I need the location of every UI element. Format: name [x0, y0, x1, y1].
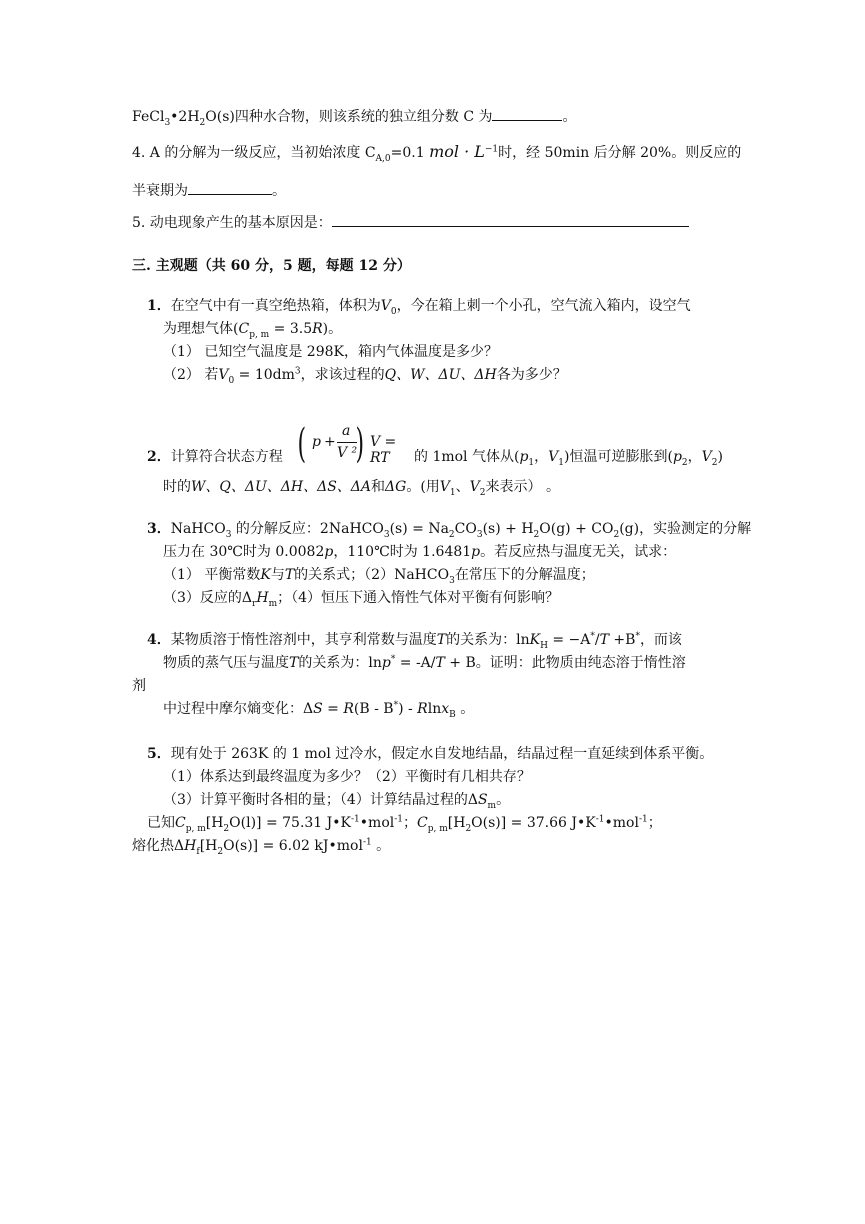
problem-1-sub2 — [163, 366, 567, 384]
sub: p, m — [427, 823, 448, 834]
problem-text: 压力在 30℃时为 0.0082 — [163, 544, 325, 560]
q4-sub: A,0 — [375, 153, 391, 164]
problem-text: O(l)] = 75.31 J•K — [229, 815, 351, 831]
problem-text: (g)，实验测定的分解 — [619, 521, 752, 537]
problem-text: 。 — [371, 838, 391, 854]
problem-3-sub2 — [163, 589, 559, 607]
sub: 3 — [383, 529, 390, 540]
problem-text: 各为多少？ — [496, 367, 567, 383]
problem-number: 2． — [147, 449, 171, 465]
problem-number: 5． — [147, 746, 171, 762]
problem-text: 在常压下的分解温度； — [454, 567, 595, 583]
fill-in-q5-line — [132, 212, 689, 232]
problem-2-line2 — [163, 478, 560, 496]
problem-text: 。(用 — [406, 479, 440, 495]
problem-text: （2） 若 — [163, 367, 219, 383]
sub: 2 — [448, 529, 455, 540]
q3-text: FeCl — [132, 109, 165, 125]
formula-p: p — [312, 434, 321, 450]
var-v: V — [701, 449, 712, 465]
problem-text: ，今在箱上刺一个小孔，空气流入箱内，设空气 — [396, 298, 691, 314]
answer-blank-q4[interactable] — [188, 180, 272, 195]
problem-4-line1 — [147, 631, 682, 649]
var-p: p — [381, 655, 391, 671]
problem-1-sub1: （1） 已知空气温度是 298K，箱内气体温度是多少？ — [163, 344, 498, 360]
problem-2-line1-tail — [414, 448, 723, 466]
problem-text: ； — [403, 815, 418, 831]
problem-text: ；（4）恒压下通入惰性气体对平衡有何影响？ — [277, 590, 560, 606]
var-p: p — [672, 449, 682, 465]
problem-text: = — [322, 701, 344, 717]
problem-1-line2 — [163, 320, 342, 338]
problem-3-sub1 — [163, 566, 595, 584]
var-r: R — [312, 321, 323, 337]
problem-text: (B - B — [353, 701, 394, 717]
problem-text: [H — [447, 815, 466, 831]
problem-text: [H — [199, 838, 218, 854]
q3-sub: 3 — [164, 117, 171, 128]
var-k: K — [260, 567, 271, 583]
problem-text: （3）计算平衡时各相的量；（4）计算结晶过程的Δ — [163, 792, 478, 808]
sup: * — [393, 700, 399, 711]
q3-text: O(s)四种水合物，则该系统的独立组分数 C 为 — [205, 109, 493, 125]
sub: 2 — [613, 529, 620, 540]
q4-text: 时，经 50min 后分解 20%。则反应的 — [498, 145, 742, 161]
sup: -1 — [595, 814, 605, 825]
sup: -1 — [362, 837, 372, 848]
sup: * — [390, 654, 396, 665]
sub: 1 — [449, 487, 456, 498]
problem-text: 为理想气体( — [163, 321, 239, 337]
sub: B — [449, 709, 456, 720]
problem-text: (s) = Na — [389, 521, 449, 537]
problem-text: 计算符合状态方程 — [170, 449, 283, 465]
problem-5-line2: （1）体系达到最终温度为多少？（2）平衡时有几相共存？ — [163, 769, 531, 785]
problem-text: 。 — [496, 792, 511, 808]
q4-unit-sup: −1 — [484, 144, 499, 155]
vars: Q、W、ΔU、ΔH — [384, 367, 497, 383]
problem-text: + B。证明：此物质由纯态溶于惰性溶 — [444, 655, 686, 671]
problem-text: = −A — [547, 632, 591, 648]
var-r: R — [417, 701, 428, 717]
problem-text: = -A/ — [395, 655, 436, 671]
problem-text: ，而该 — [639, 632, 682, 648]
var-k: K — [529, 632, 541, 648]
sub: 2 — [465, 823, 472, 834]
sub: 2 — [533, 529, 540, 540]
problem-text: 的关系为：ln — [298, 655, 382, 671]
sub: 2 — [223, 823, 230, 834]
problem-text: )恒温可逆膨胀到( — [564, 449, 673, 465]
problem-text: [H — [205, 815, 224, 831]
problem-text: 和 — [371, 479, 386, 495]
problem-text: 在空气中有一真空绝热箱，体积为 — [170, 298, 381, 314]
comma: ， — [534, 449, 549, 465]
formula-plus: + — [324, 434, 336, 450]
fraction-bar — [337, 442, 357, 443]
formula-denominator: V ² — [337, 445, 358, 461]
q5-text: 5. 动电现象产生的基本原因是： — [132, 215, 332, 231]
problem-text: O(s)] = 37.66 J•K — [471, 815, 596, 831]
var-c: C — [238, 321, 250, 337]
var-t: T — [599, 632, 609, 648]
sub: 1 — [558, 457, 565, 468]
problem-text: 的 1mol 气体从( — [414, 449, 520, 465]
problem-number: 3． — [147, 521, 171, 537]
problem-4-line2 — [163, 654, 686, 672]
sup: -1 — [638, 814, 648, 825]
sub: 0 — [390, 306, 397, 317]
sub: m — [268, 598, 278, 609]
var-h: H — [184, 838, 197, 854]
var-c: C — [175, 815, 186, 831]
vars: W、Q、ΔU、ΔH、ΔS、ΔA — [191, 479, 372, 495]
problem-text: 。 — [455, 701, 475, 717]
problem-text: •mol — [359, 815, 395, 831]
problem-3-line2 — [163, 543, 676, 561]
problem-text: 中过程中摩尔熵变化：Δ — [163, 701, 314, 717]
section-title: 三. 主观题（共 60 分，5 题，每题 12 分） — [132, 258, 411, 274]
problem-text: NaHCO — [170, 521, 226, 537]
problem-text: 现有处于 263K 的 1 mol 过冷水，假定水自发地结晶，结晶过程一直延续到体系平衡。 — [170, 746, 714, 762]
problem-text: ，求该过程的 — [300, 367, 385, 383]
var-s: S — [313, 701, 323, 717]
answer-blank-q3[interactable] — [492, 106, 562, 121]
problem-text: 熔化热Δ — [132, 838, 185, 854]
problem-2-line1 — [147, 448, 283, 466]
problem-text: 与 — [270, 567, 285, 583]
sup: * — [590, 631, 595, 642]
q4-text: 4. A 的分解为一级反应，当初始浓度 C — [132, 145, 376, 161]
sub: 2 — [217, 846, 224, 857]
fill-in-q4-line1 — [132, 143, 741, 162]
sub: 2 — [479, 487, 486, 498]
var-v: V — [218, 367, 229, 383]
problem-text: •mol — [604, 815, 639, 831]
sub: 1 — [528, 457, 535, 468]
q4-end: 。 — [272, 183, 286, 199]
sub: p, m — [249, 329, 270, 340]
problem-text: 的分解反应：2NaHCO — [231, 521, 384, 537]
problem-text: 物质的蒸气压与温度 — [163, 655, 289, 671]
var-r: R — [343, 701, 354, 717]
sup: -1 — [394, 814, 404, 825]
state-equation-formula — [297, 421, 412, 473]
sub: 0 — [228, 375, 235, 386]
var-v: V — [469, 479, 480, 495]
var-t: T — [289, 655, 299, 671]
sup: -1 — [351, 814, 360, 825]
fill-in-q3-line — [132, 106, 576, 126]
var-t: T — [284, 567, 295, 583]
problem-text: = 10dm — [234, 367, 295, 383]
problem-text: 。若反应热与温度无关，试求： — [480, 544, 677, 560]
var-p: p — [324, 544, 334, 560]
sup: 3 — [294, 366, 301, 377]
q3-text: •2H — [170, 109, 200, 125]
sup: * — [635, 631, 640, 642]
formula-rest: V = RT — [370, 434, 397, 466]
sub: 2 — [711, 457, 718, 468]
comma: ， — [687, 449, 702, 465]
sub: 3 — [449, 575, 455, 586]
problem-text: ln — [427, 701, 442, 717]
problem-1-line1 — [147, 297, 691, 315]
answer-blank-q5[interactable] — [332, 212, 689, 227]
problem-text: 已知 — [147, 815, 175, 831]
problem-text: 的关系为：ln — [446, 632, 530, 648]
problem-text: +B — [608, 632, 636, 648]
var-g: ΔG — [385, 479, 407, 495]
q3-sub: 2 — [199, 117, 206, 128]
problem-text: CO — [454, 521, 477, 537]
var-p: p — [519, 449, 529, 465]
var-v: V — [380, 298, 391, 314]
problem-number: 1． — [147, 298, 171, 314]
problem-text: / — [594, 632, 600, 648]
var-v: V — [548, 449, 559, 465]
problem-text: ) — [717, 449, 723, 465]
var-h: H — [256, 590, 269, 606]
problem-text: ，110℃时为 1.6481 — [333, 544, 472, 560]
problem-text: （1） 平衡常数 — [163, 567, 261, 583]
left-paren: ( — [297, 421, 307, 467]
problem-4-line3: 剂 — [132, 678, 146, 694]
q3-end: 。 — [562, 109, 577, 125]
problem-text: ； — [647, 815, 662, 831]
problem-text: 时的 — [163, 479, 191, 495]
var-p: p — [471, 544, 481, 560]
problem-text: (s) + H — [482, 521, 534, 537]
sub: 3 — [225, 529, 232, 540]
problem-4-line4 — [163, 700, 474, 718]
sub: 3 — [476, 529, 483, 540]
problem-text: )。 — [322, 321, 343, 337]
sub: f — [196, 846, 200, 857]
problem-5-line1 — [147, 745, 713, 763]
right-paren: ) — [355, 421, 365, 467]
var-x: x — [441, 701, 450, 717]
fill-in-q4-line2 — [132, 180, 286, 200]
q4-unit: mol · L — [429, 142, 485, 161]
problem-text: （3）反应的Δ — [163, 590, 253, 606]
problem-text: O(g) + CO — [539, 521, 614, 537]
sep: 、 — [455, 479, 470, 495]
problem-5-line3 — [163, 791, 510, 809]
var-c: C — [417, 815, 428, 831]
var-t: T — [435, 655, 445, 671]
sub: r — [252, 598, 257, 609]
q4-text: 半衰期为 — [132, 183, 188, 199]
problem-text: 某物质溶于惰性溶剂中，其亨利常数与温度 — [170, 632, 437, 648]
sub: H — [540, 640, 548, 651]
problem-text: = 3.5 — [269, 321, 313, 337]
problem-5-line4 — [147, 814, 662, 832]
sub: p, m — [185, 823, 206, 834]
sub: m — [487, 800, 497, 811]
problem-3-line1 — [147, 520, 751, 538]
problem-number: 4． — [147, 632, 171, 648]
var-t: T — [436, 632, 447, 648]
problem-text: 来表示） 。 — [485, 479, 560, 495]
sub: 2 — [681, 457, 688, 468]
problem-text: O(s)] = 6.02 kJ•mol — [223, 838, 363, 854]
formula-numerator: a — [342, 423, 351, 439]
var-s: S — [477, 792, 488, 808]
q4-text: =0.1 — [390, 145, 425, 161]
problem-text: 的关系式；（2）NaHCO — [294, 567, 450, 583]
var-v: V — [439, 479, 450, 495]
problem-5-line5 — [132, 837, 390, 855]
problem-text: ) - — [398, 701, 418, 717]
